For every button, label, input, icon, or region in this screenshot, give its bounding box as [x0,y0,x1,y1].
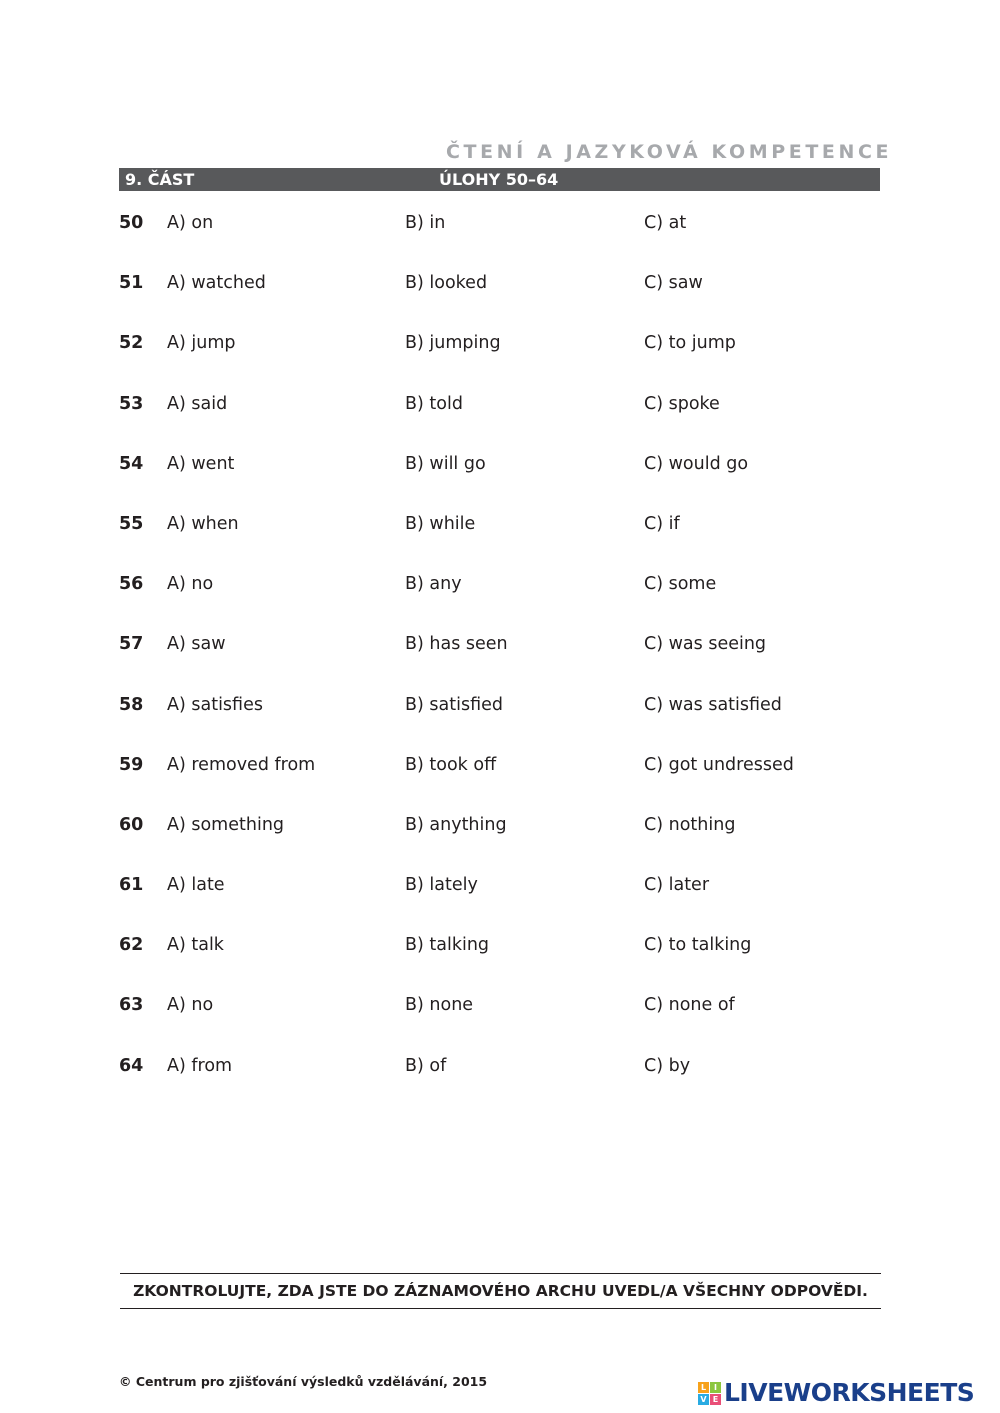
option-b: B) has seen [405,634,508,655]
option-c: C) by [644,1055,691,1076]
logo-squares-icon [698,1382,721,1405]
option-a: A) saw [167,634,226,655]
question-number: 51 [119,273,144,294]
logo-square: L [698,1382,709,1393]
option-b: B) any [405,574,462,595]
question-row [119,927,880,987]
question-list [119,205,880,1108]
option-b: B) in [405,213,446,233]
option-a: A) removed from [167,754,316,775]
option-c: C) was seeing [644,634,767,655]
option-b: B) of [405,1055,447,1076]
logo-text: LIVEWORKSHEETS [724,1378,975,1407]
question-number: 64 [119,1055,144,1076]
option-b: B) told [405,393,463,414]
option-b: B) none [405,995,474,1016]
option-a: A) watched [167,273,266,294]
option-c: C) some [644,574,717,595]
logo-square: I [710,1382,721,1393]
option-c: C) was satisfied [644,694,782,715]
option-b: B) satisfied [405,694,503,715]
option-b: B) took off [405,754,497,775]
option-a: A) something [167,814,285,835]
question-number: 62 [119,935,144,956]
option-a: A) when [167,513,239,534]
check-answers-notice: ZKONTROLUJTE, ZDA JSTE DO ZÁZNAMOVÉHO ARCHU UVEDL/A VŠECHNY ODPOVĚDI. [120,1273,881,1309]
liveworksheets-logo[interactable] [698,1378,974,1408]
question-row [119,325,880,385]
question-row [119,446,880,506]
question-number: 56 [119,574,144,595]
option-a: A) no [167,995,214,1016]
question-number: 63 [119,995,144,1016]
question-number: 52 [119,333,144,354]
option-b: B) anything [405,814,507,835]
question-row [119,867,880,927]
copyright-footer: © Centrum pro zjišťování výsledků vzdělávání, 2015 [119,1374,488,1389]
question-row [119,1048,880,1108]
option-a: A) on [167,213,214,233]
question-number: 58 [119,694,144,715]
question-row [119,265,880,325]
question-number: 61 [119,875,144,896]
option-b: B) lately [405,875,478,896]
option-b: B) while [405,513,476,534]
option-c: C) later [644,875,710,896]
section-title: ČTENÍ A JAZYKOVÁ KOMPETENCE [446,141,893,163]
option-b: B) jumping [405,333,501,354]
question-number: 59 [119,754,144,775]
option-c: C) would go [644,453,749,474]
option-a: A) said [167,393,228,414]
option-c: C) nothing [644,814,736,835]
question-row [119,386,880,446]
option-a: A) late [167,875,225,896]
option-c: C) at [644,213,687,233]
option-a: A) from [167,1055,233,1076]
option-a: A) no [167,574,214,595]
question-number: 55 [119,513,144,534]
question-row [119,747,880,807]
question-number: 50 [119,213,144,233]
option-c: C) if [644,513,680,534]
option-a: A) jump [167,333,236,354]
question-row [119,506,880,566]
question-number: 57 [119,634,144,655]
part-header-bar [119,168,880,191]
option-c: C) saw [644,273,703,294]
tasks-label: ÚLOHY 50–64 [439,170,559,189]
question-row [119,807,880,867]
question-number: 54 [119,453,144,474]
question-row [119,205,880,265]
question-number: 60 [119,814,144,835]
option-c: C) to jump [644,333,736,354]
question-number: 53 [119,393,144,414]
option-c: C) spoke [644,393,720,414]
question-row [119,626,880,686]
logo-square: V [698,1394,709,1405]
option-a: A) satisfies [167,694,263,715]
question-row [119,687,880,747]
option-c: C) none of [644,995,735,1016]
question-row [119,566,880,626]
option-b: B) talking [405,935,490,956]
option-a: A) talk [167,935,224,956]
option-a: A) went [167,453,235,474]
part-label: 9. ČÁST [125,170,195,189]
option-c: C) to talking [644,935,752,956]
logo-square: E [710,1394,721,1405]
option-b: B) will go [405,453,486,474]
question-row [119,987,880,1047]
option-c: C) got undressed [644,754,794,775]
option-b: B) looked [405,273,488,294]
